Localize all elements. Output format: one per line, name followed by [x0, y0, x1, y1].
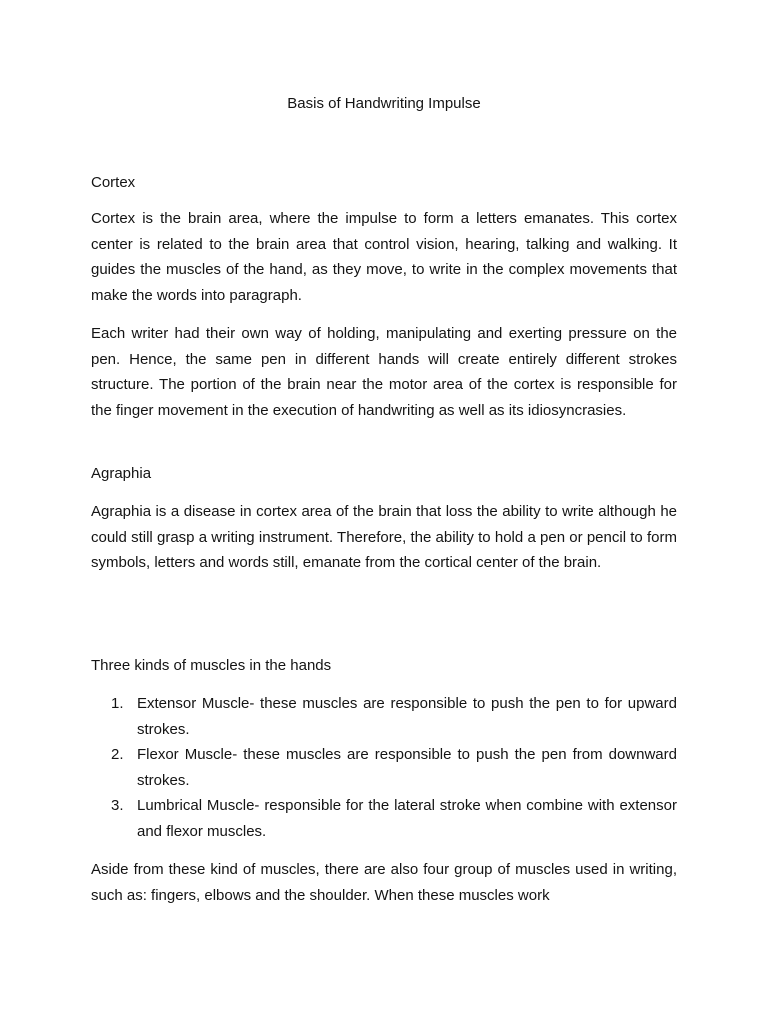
- document-title: Basis of Handwriting Impulse: [287, 95, 481, 112]
- document-page: [91, 0, 677, 1024]
- paragraph-cortex-1: Cortex is the brain area, where the impulse to form a letters emanates. This cortex center is related to the brain area that control vision, hearing, talking and walking. It guides the muscles of the hand, as they move, to write in the complex movements that make the words into paragraph.: [91, 210, 677, 304]
- section-heading-cortex: Cortex: [91, 174, 136, 191]
- list-item: [91, 793, 677, 844]
- list-item-text: Lumbrical Muscle- responsible for the lateral stroke when combine with extensor and flexor muscles.: [137, 797, 677, 840]
- paragraph-muscles: Aside from these kind of muscles, there are also four group of muscles used in writing, such as: fingers, elbows and the shoulder. When these muscles work: [91, 861, 677, 904]
- section-heading-agraphia: Agraphia: [91, 465, 152, 482]
- list-item-number: 1.: [111, 695, 124, 712]
- list-item-number: 2.: [111, 746, 124, 764]
- section-heading-muscles: Three kinds of muscles in the hands: [91, 657, 332, 674]
- list-item: [91, 691, 677, 742]
- list-item-number: 3.: [111, 797, 124, 815]
- muscle-list: [91, 691, 677, 845]
- list-item-text: Flexor Muscle- these muscles are responsible to push the pen from downward strokes.: [137, 746, 677, 789]
- paragraph-agraphia: Agraphia is a disease in cortex area of the brain that loss the ability to write although he could still grasp a writing instrument. Therefore, the ability to hold a pen or pencil to form symbols, letters and words still, emanate from the cortical center of the brain.: [91, 503, 677, 572]
- paragraph-cortex-2: Each writer had their own way of holding, manipulating and exerting pressure on the pen. Hence, the same pen in different hands will create entirely different strokes structure. The portion of the brain near the motor area of the cortex is responsible for the finger movement in the execution of handwriting as well as its idiosyncrasies.: [91, 325, 677, 419]
- list-item-text: Extensor Muscle- these muscles are responsible to push the pen to for upward strokes.: [137, 695, 677, 738]
- list-item: [91, 742, 677, 793]
